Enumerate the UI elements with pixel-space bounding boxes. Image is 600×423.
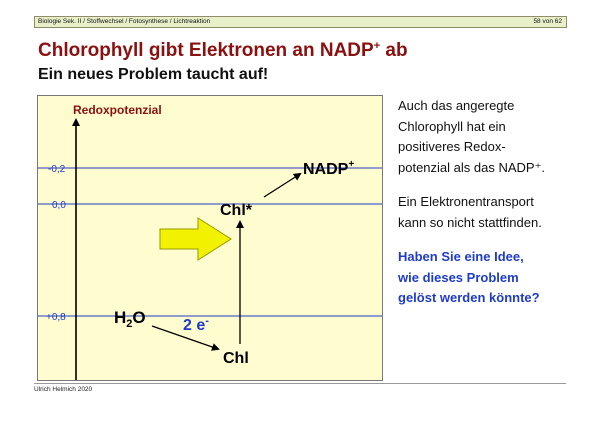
axis-label: Redoxpotenzial [73, 103, 162, 117]
nadp-label: NADP+ [303, 159, 355, 178]
chl-label: Chl [223, 350, 249, 367]
explanation-paragraph-1: Auch das angeregte Chlorophyll hat ein positiveres Redox- potenzial als das NADP⁺. [398, 98, 546, 175]
explanation-text [398, 96, 593, 323]
footer-divider [34, 383, 566, 384]
h2o-label: $H_2O$ [114, 308, 146, 330]
slide-title: Chlorophyll gibt Elektronen an NADP+ ab [38, 40, 408, 61]
redox-diagram [37, 95, 383, 381]
highlight-arrow-icon [160, 218, 231, 260]
arrow-chlstar-to-nadp [264, 174, 300, 197]
header-breadcrumb: Biologie Sek. II / Stoffwechsel / Fotosynthese / Lichtreaktion [38, 18, 211, 25]
tick-label-0: 0,0 [52, 200, 66, 211]
electrons-label: 2 e- [183, 315, 209, 334]
tick-label-pos08: +0,8 [46, 312, 66, 323]
footer-author: Ulrich Helmich 2020 [34, 386, 93, 393]
slide-header [34, 16, 567, 28]
explanation-paragraph-2: Ein Elektronentransport kann so nicht stattfinden. [398, 194, 542, 230]
redox-diagram-svg [38, 96, 382, 380]
page-counter: 58 von 62 [533, 18, 562, 25]
chl-star-label: Chl* [220, 202, 252, 219]
tick-label-neg02: -0,2 [48, 164, 66, 175]
slide-subtitle: Ein neues Problem taucht auf! [38, 66, 269, 83]
question-paragraph: Haben Sie eine Idee, wie dieses Problem gelöst werden könnte? [398, 249, 540, 305]
